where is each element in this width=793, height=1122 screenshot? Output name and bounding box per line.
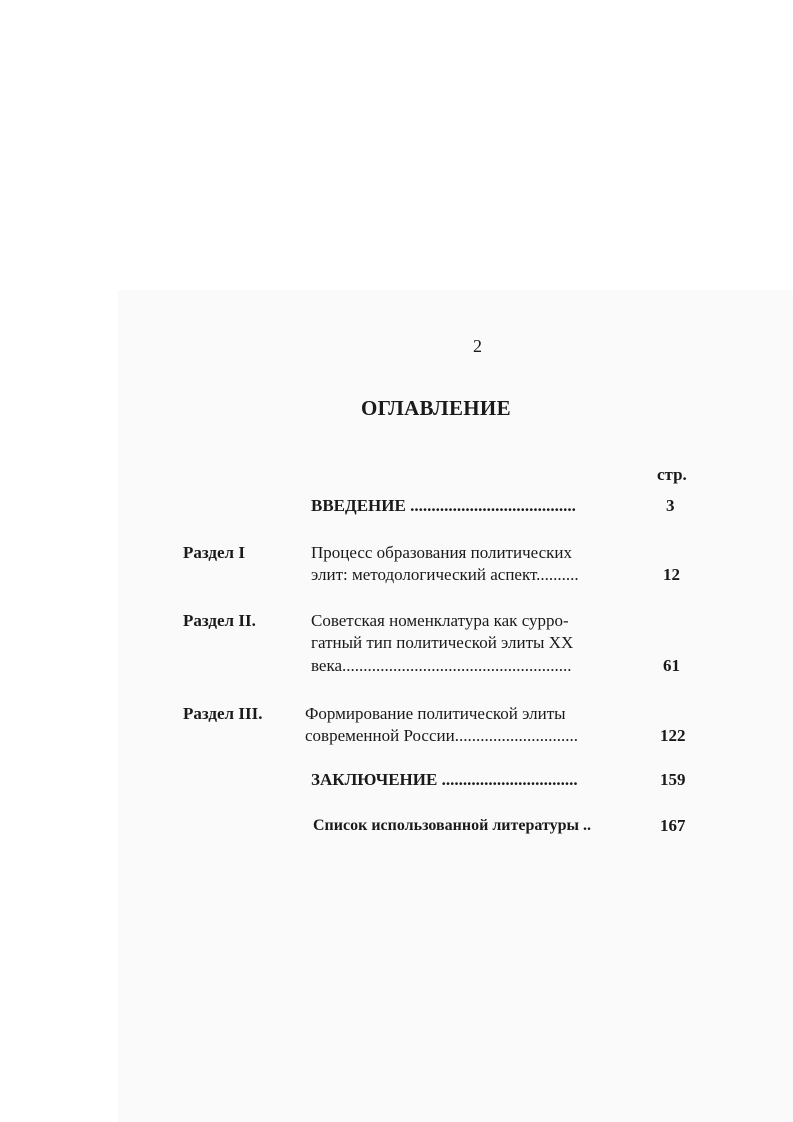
toc-section-label-1: Раздел I — [183, 543, 245, 562]
toc-entry-section-1-line-2[interactable]: элит: методологический аспект.......... — [311, 565, 579, 584]
toc-section-label-3: Раздел III. — [183, 704, 263, 723]
toc-entry-section-3-line-2[interactable]: современной России............................. — [305, 726, 578, 745]
toc-entry-section-1-line-1[interactable]: Процесс образования политических — [311, 543, 573, 562]
toc-entry-section-2-line-2[interactable]: гатный тип политической элиты XX — [311, 633, 574, 652]
toc-page-section-1: 12 — [663, 565, 680, 584]
toc-entry-section-3-line-1[interactable]: Формирование политической элиты — [305, 704, 566, 723]
page-title: ОГЛАВЛЕНИЕ — [361, 396, 511, 420]
toc-entry-conclusion[interactable]: ЗАКЛЮЧЕНИЕ ................................ — [311, 770, 578, 789]
toc-entry-section-2-line-1[interactable]: Советская номенклатура как сурро- — [311, 611, 569, 630]
toc-page-section-2: 61 — [663, 656, 680, 675]
toc-entry-section-2-line-3[interactable]: века...................................................... — [311, 656, 572, 675]
pages-column-header: стр. — [657, 465, 687, 484]
toc-page-conclusion: 159 — [660, 770, 686, 789]
toc-entry-bibliography[interactable]: Список использованной литературы .. — [313, 817, 591, 834]
toc-page-section-3: 122 — [660, 726, 686, 745]
toc-page-introduction: 3 — [666, 496, 675, 515]
toc-entry-introduction[interactable]: ВВЕДЕНИЕ ....................................... — [311, 496, 576, 515]
toc-page-bibliography: 167 — [660, 816, 686, 835]
page-number: 2 — [473, 336, 482, 356]
toc-section-label-2: Раздел II. — [183, 611, 256, 630]
